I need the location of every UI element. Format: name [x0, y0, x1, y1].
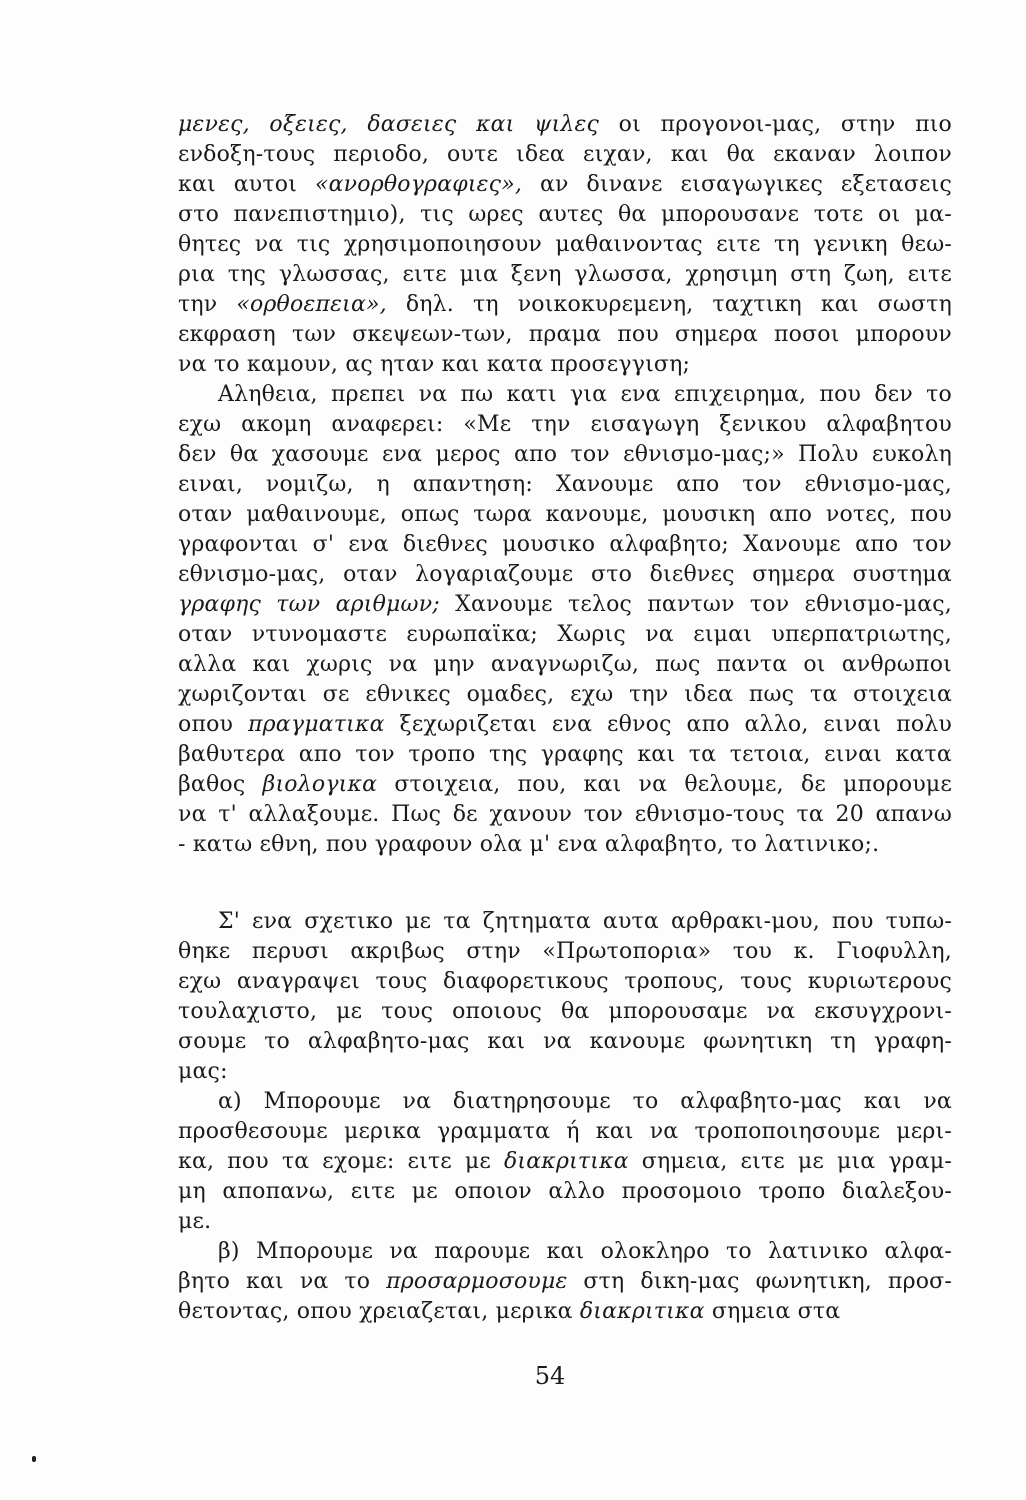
text-run: την [178, 292, 237, 317]
text-run: θετοντας, οπου χρειαζεται, μερικα [178, 1299, 580, 1324]
text-run: οπου [178, 712, 249, 737]
text-line [178, 1117, 952, 1147]
text-run: α) Μπορουμε να διατηρησουμε το αλφαβητο-μας και να [218, 1089, 952, 1114]
text-line [178, 140, 952, 170]
text-line [178, 1087, 952, 1117]
text-run: προσθεσουμε μερικα γραμματα ή και να τροποποιησουμε μερι- [178, 1119, 952, 1144]
text-line [178, 560, 952, 590]
text-run: ειναι, νομιζω, η απαντηση: Χανουμε απο τον εθνισμο-μας, [178, 472, 952, 497]
text-line [178, 830, 952, 860]
text-run: και αυτοι [178, 172, 315, 197]
text-run: μη αποπανω, ειτε με οποιον αλλο προσομοιο τροπο διαλεξου- [178, 1179, 952, 1204]
text-line [178, 1297, 952, 1327]
text-line [178, 1177, 952, 1207]
text-line [178, 1057, 952, 1087]
text-run: με. [178, 1209, 212, 1234]
paragraph [178, 380, 952, 860]
text-line [178, 200, 952, 230]
text-run: βαθος [178, 772, 263, 797]
text-line [178, 440, 952, 470]
italic-run: διακριτικα [503, 1149, 629, 1174]
text-run: βαθυτερα απο τον τροπο της γραφης και τα τετοια, ειναι κατα [178, 742, 952, 767]
text-line [178, 1237, 952, 1267]
text-run: χωριζονται σε εθνικες ομαδες, εχω την ιδεα πως τα στοιχεια [178, 682, 952, 707]
text-run: ενδοξη-τους περιοδο, ουτε ιδεα ειχαν, και θα εκαναν λοιπον [178, 142, 952, 167]
italic-run: γραφης των αριθμων; [178, 592, 440, 617]
body-text [178, 110, 952, 1327]
text-line [178, 620, 952, 650]
italic-run: πραγματικα [248, 712, 385, 737]
text-line [178, 590, 952, 620]
text-line [178, 650, 952, 680]
text-run: Αληθεια, πρεπει να πω κατι για ενα επιχειρημα, που δεν το [218, 382, 952, 407]
text-run: κα, που τα εχομε: ειτε με [178, 1149, 504, 1174]
text-line [178, 1027, 952, 1057]
text-line [178, 470, 952, 500]
text-run: εκφραση των σκεψεων-των, πραμα που σημερα ποσοι μπορουν [178, 322, 952, 347]
text-line [178, 710, 952, 740]
text-line [178, 1207, 952, 1237]
text-run: εθνισμο-μας, οταν λογαριαζουμε στο διεθνες σημερα συστημα [178, 562, 952, 587]
text-run: ξεχωριζεται ενα εθνος απο αλλο, ειναι πολυ [384, 712, 952, 737]
text-run: αν δινανε εισαγωγικες εξετασεις [522, 172, 952, 197]
text-run: οταν ντυνομαστε ευρωπαϊκα; Χωρις να ειμαι υπερπατριωτης, [178, 622, 952, 647]
italic-run: «ανορθογραφιες», [314, 172, 523, 197]
text-run: σουμε το αλφαβητο-μας και να κανουμε φωνητικη τη γραφη- [178, 1029, 952, 1054]
text-run: στη δικη-μας φωνητικη, προσ- [567, 1269, 953, 1294]
text-run: αλλα και χωρις να μην αναγνωριζω, πως παντα οι ανθρωποι [178, 652, 952, 677]
text-run: να το καμουν, ας ηταν και κατα προσεγγιση; [178, 352, 691, 377]
margin-speck [32, 1456, 36, 1462]
text-run: εχω ακομη αναφερει: «Με την εισαγωγη ξενικου αλφαβητου [178, 412, 952, 437]
text-run: θηκε περυσι ακριβως στην «Πρωτοπορια» του κ. Γιοφυλλη, [178, 939, 952, 964]
text-line [178, 410, 952, 440]
italic-run: διακριτικα [579, 1299, 705, 1324]
text-line [178, 1147, 952, 1177]
paragraph [178, 110, 952, 380]
italic-run: μενες, οξειες, δασειες και ψιλες [178, 112, 600, 137]
paragraph [178, 1237, 952, 1327]
paragraph-gap [178, 860, 952, 907]
text-line [178, 680, 952, 710]
text-run: γραφονται σ' ενα διεθνες μουσικο αλφαβητο; Χανουμε απο τον [178, 532, 952, 557]
text-line [178, 1267, 952, 1297]
text-run: βητο και να το [178, 1269, 387, 1294]
text-line [178, 937, 952, 967]
text-run: δηλ. τη νοικοκυρεμενη, ταχτικη και σωστη [386, 292, 952, 317]
text-line [178, 170, 952, 200]
text-run: ρια της γλωσσας, ειτε μια ξενη γλωσσα, χρησιμη στη ζωη, ειτε [178, 262, 952, 287]
text-run: σημεια στα [704, 1299, 841, 1324]
text-line [178, 320, 952, 350]
text-line [178, 907, 952, 937]
text-run: - κατω εθνη, που γραφουν ολα μ' ενα αλφαβητο, το λατινικο;. [178, 832, 880, 857]
text-line [178, 110, 952, 140]
page-number: 54 [534, 1362, 566, 1390]
text-line [178, 800, 952, 830]
text-line [178, 740, 952, 770]
text-run: εχω αναγραψει τους διαφορετικους τροπους, τους κυριωτερους [178, 969, 952, 994]
text-run: στο πανεπιστημιο), τις ωρες αυτες θα μπορουσανε τοτε οι μα- [178, 202, 952, 227]
text-line [178, 530, 952, 560]
text-run: μας: [178, 1059, 228, 1084]
text-run: τουλαχιστο, με τους οποιους θα μπορουσαμε να εκσυγχρονι- [178, 999, 952, 1024]
text-run: β) Μπορουμε να παρουμε και ολοκληρο το λατινικο αλφα- [218, 1239, 952, 1264]
text-run: Σ' ενα σχετικο με τα ζητηματα αυτα αρθρακι-μου, που τυπω- [218, 909, 952, 934]
text-run: Χανουμε τελος παντων τον εθνισμο-μας, [439, 592, 953, 617]
text-line [178, 230, 952, 260]
paragraph [178, 907, 952, 1087]
text-run: στοιχεια, που, και να θελουμε, δε μπορουμε [377, 772, 952, 797]
text-line [178, 500, 952, 530]
text-run: θητες να τις χρησιμοποιησουν μαθαινοντας ειτε τη γενικη θεω- [178, 232, 952, 257]
text-line [178, 380, 952, 410]
text-line [178, 350, 952, 380]
italic-run: βιολογικα [262, 772, 378, 797]
text-line [178, 967, 952, 997]
paragraph [178, 1087, 952, 1237]
text-line [178, 997, 952, 1027]
text-run: να τ' αλλαξουμε. Πως δε χανουν τον εθνισμο-τους τα 20 απανω [178, 802, 952, 827]
text-line [178, 770, 952, 800]
italic-run: προσαρμοσουμε [386, 1269, 568, 1294]
italic-run: «ορθοεπεια», [236, 292, 387, 317]
text-run: οι προγονοι-μας, στην πιο [599, 112, 952, 137]
text-run: σημεια, ειτε με μια γραμ- [628, 1149, 953, 1174]
text-line [178, 260, 952, 290]
text-run: δεν θα χασουμε ενα μερος απο τον εθνισμο-μας;» Πολυ ευκολη [178, 442, 952, 467]
text-line [178, 290, 952, 320]
text-run: οταν μαθαινουμε, οπως τωρα κανουμε, μουσικη απο νοτες, που [178, 502, 952, 527]
